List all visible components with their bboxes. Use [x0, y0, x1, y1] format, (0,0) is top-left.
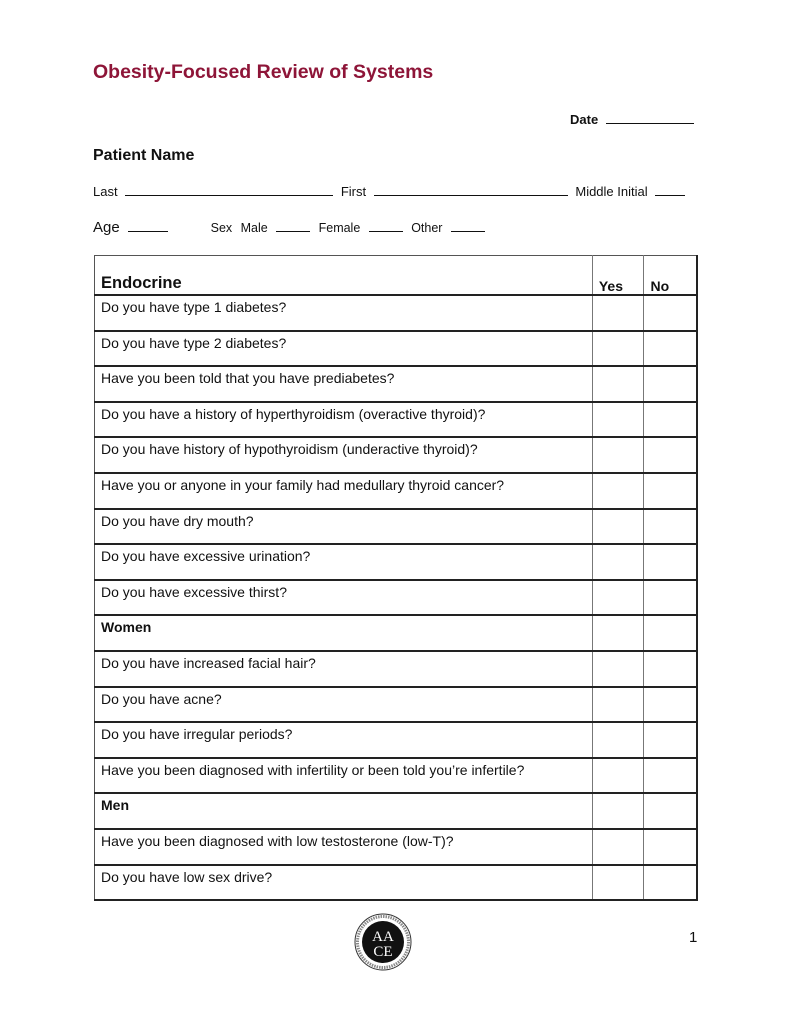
- yes-answer-cell[interactable]: [592, 651, 644, 687]
- question-text: Do you have increased facial hair?: [101, 654, 316, 671]
- question-cell: [95, 366, 593, 402]
- yes-answer-cell[interactable]: [592, 687, 644, 723]
- yes-answer-cell: [592, 615, 644, 651]
- question-text: Do you have history of hypothyroidism (underactive thyroid)?: [101, 441, 478, 458]
- subheading-cell: [95, 793, 593, 829]
- document-title: Obesity-Focused Review of Systems: [93, 61, 434, 83]
- patient-name-heading: Patient Name: [93, 147, 195, 164]
- question-cell: [95, 722, 593, 758]
- no-answer-cell[interactable]: [644, 509, 697, 545]
- question-text: Do you have type 2 diabetes?: [101, 334, 287, 351]
- table-row: [95, 651, 698, 687]
- yes-answer-cell[interactable]: [592, 544, 644, 580]
- question-cell: [95, 687, 593, 723]
- question-cell: [95, 473, 593, 509]
- first-name-input-line[interactable]: [374, 184, 568, 196]
- table-row: [95, 402, 698, 438]
- yes-answer-cell[interactable]: [592, 509, 644, 545]
- question-text: Have you or anyone in your family had medullary thyroid cancer?: [101, 476, 505, 493]
- subheading-cell: [95, 615, 593, 651]
- male-label: Male: [240, 221, 268, 235]
- age-label: Age: [93, 219, 120, 236]
- male-input-line[interactable]: [276, 220, 310, 232]
- no-column-header: No: [644, 256, 697, 296]
- middle-initial-input-line[interactable]: [655, 184, 685, 196]
- yes-answer-cell[interactable]: [592, 366, 644, 402]
- table-row: [95, 829, 698, 865]
- endocrine-questions-table: [94, 255, 698, 901]
- no-answer-cell[interactable]: [644, 331, 697, 367]
- female-input-line[interactable]: [369, 220, 403, 232]
- yes-answer-cell[interactable]: [592, 865, 644, 901]
- last-name-label: Last: [93, 184, 118, 199]
- age-input-line[interactable]: [128, 220, 168, 232]
- question-cell: [95, 829, 593, 865]
- table-subheading-row: [95, 615, 698, 651]
- table-row: [95, 473, 698, 509]
- no-answer-cell[interactable]: [644, 366, 697, 402]
- no-answer-cell[interactable]: [644, 437, 697, 473]
- question-text: Do you have a history of hyperthyroidism (overactive thyroid)?: [101, 405, 486, 422]
- age-sex-fields: [93, 219, 489, 237]
- question-text: Do you have irregular periods?: [101, 726, 293, 743]
- no-answer-cell[interactable]: [644, 544, 697, 580]
- table-subheading-row: [95, 793, 698, 829]
- no-answer-cell[interactable]: [644, 722, 697, 758]
- svg-text:CE: CE: [373, 944, 393, 960]
- question-cell: [95, 651, 593, 687]
- table-row: [95, 366, 698, 402]
- table-row: [95, 509, 698, 545]
- yes-answer-cell[interactable]: [592, 295, 644, 331]
- yes-answer-cell[interactable]: [592, 402, 644, 438]
- table-row: [95, 331, 698, 367]
- table-row: [95, 722, 698, 758]
- question-text: Do you have dry mouth?: [101, 512, 254, 529]
- table-row: [95, 687, 698, 723]
- middle-initial-label: Middle Initial: [575, 184, 648, 199]
- question-cell: [95, 544, 593, 580]
- table-row: [95, 544, 698, 580]
- subheading-text: Men: [101, 797, 129, 814]
- no-answer-cell[interactable]: [644, 829, 697, 865]
- question-text: Do you have low sex drive?: [101, 868, 273, 885]
- question-text: Have you been diagnosed with low testosterone (low-T)?: [101, 832, 454, 849]
- no-answer-cell: [644, 615, 697, 651]
- yes-answer-cell: [592, 793, 644, 829]
- no-answer-cell[interactable]: [644, 580, 697, 616]
- question-cell: [95, 331, 593, 367]
- patient-name-fields: [93, 184, 689, 199]
- svg-text:AA: AA: [372, 929, 394, 945]
- yes-answer-cell[interactable]: [592, 437, 644, 473]
- question-text: Do you have type 1 diabetes?: [101, 299, 287, 315]
- no-answer-cell[interactable]: [644, 865, 697, 901]
- yes-answer-cell[interactable]: [592, 722, 644, 758]
- date-label: Date: [570, 112, 599, 127]
- no-answer-cell[interactable]: [644, 687, 697, 723]
- first-name-label: First: [340, 184, 367, 199]
- other-input-line[interactable]: [451, 220, 485, 232]
- section-title-cell: [95, 256, 593, 296]
- question-text: Have you been diagnosed with infertility or been told you’re infertile?: [101, 761, 525, 778]
- other-label: Other: [411, 221, 443, 235]
- date-input-line[interactable]: [606, 113, 694, 124]
- aace-seal-logo: [354, 913, 412, 971]
- question-cell: [95, 509, 593, 545]
- question-cell: [95, 580, 593, 616]
- question-cell: [95, 402, 593, 438]
- no-answer-cell: [644, 793, 697, 829]
- yes-answer-cell[interactable]: [592, 758, 644, 794]
- female-label: Female: [318, 221, 361, 235]
- question-cell: [95, 295, 593, 331]
- table-row: [95, 865, 698, 901]
- table-row: [95, 437, 698, 473]
- question-text: Do you have acne?: [101, 690, 222, 707]
- table-row: [95, 758, 698, 794]
- no-answer-cell[interactable]: [644, 295, 697, 331]
- last-name-input-line[interactable]: [125, 184, 333, 196]
- section-title: Endocrine: [101, 274, 182, 292]
- yes-answer-cell[interactable]: [592, 829, 644, 865]
- no-answer-cell[interactable]: [644, 651, 697, 687]
- question-text: Have you been told that you have prediabetes?: [101, 370, 395, 387]
- subheading-text: Women: [101, 619, 152, 636]
- yes-answer-cell[interactable]: [592, 580, 644, 616]
- question-text: Do you have excessive thirst?: [101, 583, 287, 600]
- sex-label: Sex: [210, 221, 233, 235]
- date-field: [570, 112, 694, 127]
- question-cell: [95, 437, 593, 473]
- table-row: [95, 295, 698, 331]
- yes-column-header: Yes: [592, 256, 644, 296]
- question-cell: [95, 758, 593, 794]
- no-answer-cell[interactable]: [644, 473, 697, 509]
- no-answer-cell[interactable]: [644, 758, 697, 794]
- no-answer-cell[interactable]: [644, 402, 697, 438]
- page-number: 1: [689, 929, 698, 946]
- question-cell: [95, 865, 593, 901]
- yes-answer-cell[interactable]: [592, 331, 644, 367]
- yes-answer-cell[interactable]: [592, 473, 644, 509]
- table-header-row: [95, 256, 698, 296]
- question-text: Do you have excessive urination?: [101, 548, 311, 565]
- table-row: [95, 580, 698, 616]
